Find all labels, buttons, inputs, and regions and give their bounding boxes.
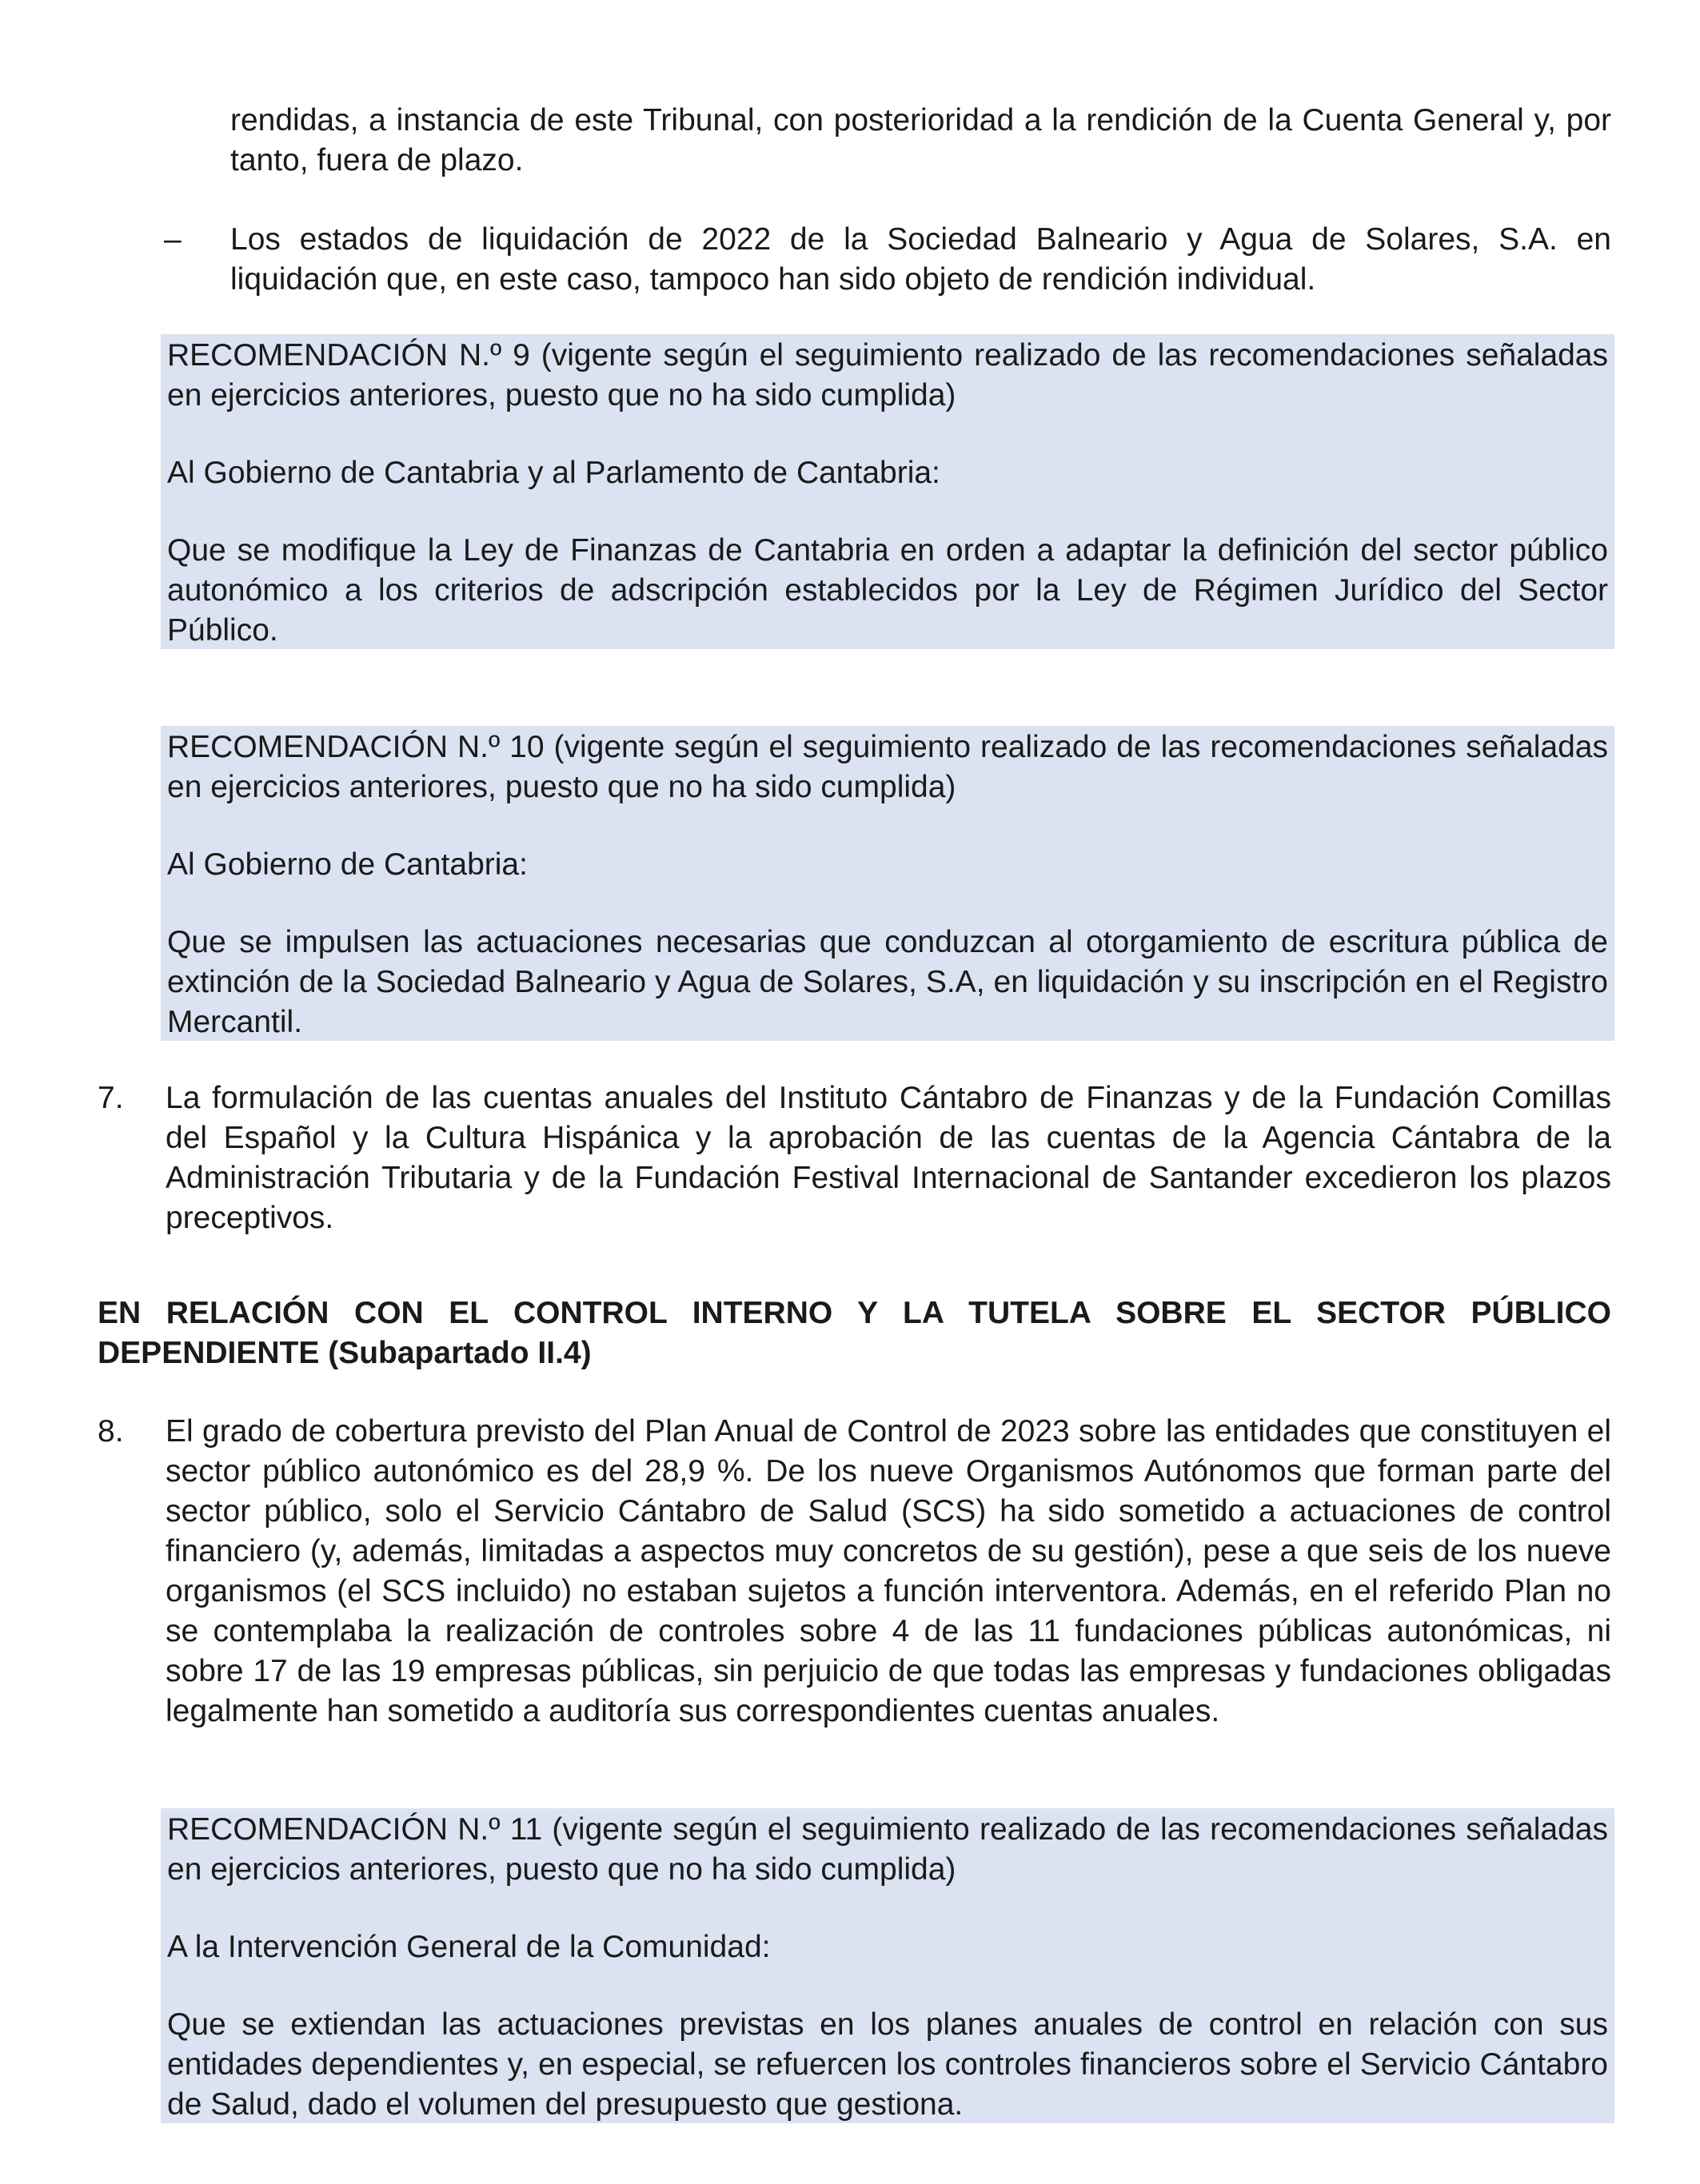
bullet-marker: –: [164, 222, 182, 257]
recommendation-9-title: RECOMENDACIÓN N.º 9 (vigente según el seguimiento realizado de las recomendaciones señaladas en ejercicios anteriores, puesto que no ha sido cumplida): [167, 338, 1608, 412]
bullet-paragraph: Los estados de liquidación de 2022 de la Sociedad Balneario y Agua de Solares, S.A. en liquidación que, en este caso, tampoco han sido objeto de rendición individual.: [230, 222, 1611, 297]
recommendation-10-addressee: Al Gobierno de Cantabria:: [167, 847, 528, 882]
recommendation-11-body: Que se extiendan las actuaciones previstas en los planes anuales de control en relación con sus entidades dependientes y, en especial, se refuercen los controles financieros sobre el Servicio Cántabro de Salud, dado el volumen del presupuesto que gestiona.: [167, 2007, 1608, 2122]
recommendation-9-addressee: Al Gobierno de Cantabria y al Parlamento de Cantabria:: [167, 456, 940, 490]
item-8-number: 8.: [98, 1414, 124, 1449]
continuation-paragraph: rendidas, a instancia de este Tribunal, con posterioridad a la rendición de la Cuenta General y, por tanto, fuera de plazo.: [230, 103, 1611, 177]
item-7-paragraph: La formulación de las cuentas anuales del Instituto Cántabro de Finanzas y de la Fundación Comillas del Español y la Cultura Hispánica y la aprobación de las cuentas de la Agencia Cántabra de la Administración Tributaria y de la Fundación Festival Internacional de Santander excedieron los plazos preceptivos.: [166, 1081, 1611, 1235]
recommendation-10-body: Que se impulsen las actuaciones necesarias que conduzcan al otorgamiento de escritura pública de extinción de la Sociedad Balneario y Agua de Solares, S.A, en liquidación y su inscripción en el Registro Mercantil.: [167, 925, 1608, 1039]
section-heading: EN RELACIÓN CON EL CONTROL INTERNO Y LA TUTELA SOBRE EL SECTOR PÚBLICO DEPENDIENTE (Subapartado II.4): [98, 1296, 1611, 1370]
recommendation-10-box: [161, 726, 1614, 1041]
recommendation-9-box: [161, 334, 1614, 649]
recommendation-11-box: [161, 1808, 1614, 2123]
item-7-number: 7.: [98, 1081, 124, 1115]
recommendation-11-title: RECOMENDACIÓN N.º 11 (vigente según el seguimiento realizado de las recomendaciones señaladas en ejercicios anteriores, puesto que no ha sido cumplida): [167, 1812, 1608, 1887]
recommendation-10-title: RECOMENDACIÓN N.º 10 (vigente según el seguimiento realizado de las recomendaciones señaladas en ejercicios anteriores, puesto que no ha sido cumplida): [167, 730, 1608, 804]
recommendation-9-body: Que se modifique la Ley de Finanzas de Cantabria en orden a adaptar la definición del sector público autonómico a los criterios de adscripción establecidos por la Ley de Régimen Jurídico del Sector Público.: [167, 533, 1608, 648]
item-8-paragraph: El grado de cobertura previsto del Plan Anual de Control de 2023 sobre las entidades que constituyen el sector público autonómico es del 28,9 %. De los nueve Organismos Autónomos que forman parte del sector público, solo el Servicio Cántabro de Salud (SCS) ha sido sometido a actuaciones de control financiero (y, además, limitadas a aspectos muy concretos de su gestión), pese a que seis de los nueve organismos (el SCS incluido) no estaban sujetos a función interventora. Además, en el referido Plan no se contemplaba la realización de controles sobre 4 de las 11 fundaciones públicas autonómicas, ni sobre 17 de las 19 empresas públicas, sin perjuicio de que todas las empresas y fundaciones obligadas legalmente han sometido a auditoría sus correspondientes cuentas anuales.: [166, 1414, 1611, 1728]
recommendation-11-addressee: A la Intervención General de la Comunidad:: [167, 1930, 771, 1964]
